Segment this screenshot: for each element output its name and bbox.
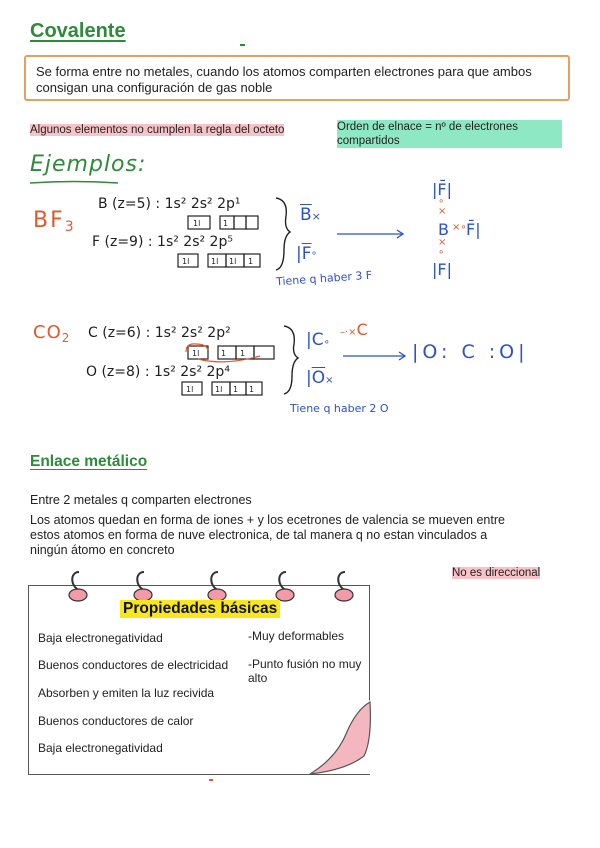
- binder-ring-4: [273, 570, 297, 604]
- co2-formula: [33, 322, 70, 345]
- bond-order-note: [337, 120, 562, 148]
- f-lewis: $|\overline{F}^\circ$: [296, 244, 317, 264]
- svg-text:1l: 1l: [215, 385, 223, 394]
- svg-text:1: 1: [249, 385, 255, 394]
- c-lewis-red-symbol: C: [356, 320, 368, 339]
- svg-text:1l: 1l: [211, 257, 219, 266]
- binder-ring-3: [205, 570, 229, 604]
- b-orbital-diagram: [186, 214, 266, 232]
- co2-note: Tiene q haber 2 O: [290, 402, 389, 415]
- bf3-formula-main: BF: [33, 208, 65, 233]
- b-lewis: $\overline{B}\times$: [300, 205, 321, 225]
- svg-text:1: 1: [221, 349, 227, 358]
- octet-note: [30, 123, 284, 137]
- metalico-heading: Enlace metálico: [30, 453, 148, 470]
- notepad-folded-corner: [306, 700, 372, 776]
- co2-brace: [280, 322, 302, 398]
- bf3-brace: [272, 194, 294, 274]
- f-config: F (z=9) : 1s² 2s² 2p⁵: [92, 234, 233, 250]
- lewis-bottom-f: |F|: [432, 260, 452, 279]
- bond-order-note-text: Orden de elnace = nº de electrones compartidos: [337, 121, 518, 147]
- o-orbital-diagram: [180, 380, 270, 398]
- lewis-dots-top: ∘ ×: [438, 196, 447, 217]
- svg-text:1: 1: [223, 219, 229, 228]
- svg-text:1: 1: [240, 349, 246, 358]
- lewis-center-b: B: [438, 220, 449, 239]
- properties-title: Propiedades básicas: [120, 600, 280, 618]
- property-left-3: Absorben y emiten la luz recivida: [38, 686, 215, 700]
- co2-formula-sub: 2: [61, 331, 71, 345]
- b-config: B (z=5) : 1s² 2s² 2p¹: [98, 196, 241, 212]
- lewis-right-f: F̄|: [466, 220, 481, 239]
- c-config: C (z=6) : 1s² 2s² 2p²: [88, 325, 231, 341]
- bf3-formula-sub: 3: [64, 219, 76, 235]
- bf3-arrow: [336, 228, 408, 240]
- metalico-line1: Entre 2 metales q comparten electrones: [30, 493, 252, 507]
- binder-ring-5: [332, 570, 356, 604]
- property-right-1: -Muy deformables: [248, 629, 345, 643]
- lewis-dots-bottom: × ∘: [438, 237, 447, 258]
- c-lewis-red: –·×C: [340, 320, 368, 339]
- property-left-2: Buenos conductores de electricidad: [38, 658, 229, 672]
- svg-text:1: 1: [248, 257, 254, 266]
- covalente-heading: Covalente: [30, 20, 126, 42]
- lewis-dots-right: ×∘: [452, 222, 467, 233]
- binder-ring-1: [66, 570, 90, 604]
- binder-ring-2: [131, 570, 155, 604]
- property-left-5: Baja electronegatividad: [38, 741, 163, 755]
- o-lewis-symbol: $\overline{O}$: [311, 368, 326, 388]
- svg-text:1l: 1l: [193, 219, 201, 228]
- c-lewis-symbol: C: [311, 330, 324, 350]
- svg-text:1l: 1l: [182, 257, 190, 266]
- co2-formula-main: CO: [33, 322, 62, 343]
- c-orbital-diagram: [184, 342, 280, 364]
- svg-text:1: 1: [233, 385, 239, 394]
- definition-text: Se forma entre no metales, cuando los atomos comparten electrones para que ambos consigan una configuración de gas noble: [36, 64, 532, 95]
- co2-arrow: [342, 350, 410, 362]
- bf3-lewis-structure: [428, 180, 488, 280]
- f-orbital-diagram: [176, 252, 266, 270]
- property-left-4: Buenos conductores de calor: [38, 714, 194, 728]
- c-lewis: |C∘: [306, 330, 330, 350]
- definition-box: [24, 55, 570, 101]
- direccional-note: [452, 566, 540, 580]
- property-left-1: Baja electronegatividad: [38, 631, 163, 645]
- svg-text:1l: 1l: [186, 385, 194, 394]
- octet-note-text: Algunos elementos no cumplen la regla del octeto: [30, 124, 285, 136]
- stray-mark: [240, 44, 245, 46]
- stray-dot: [209, 779, 213, 781]
- property-right-2: -Punto fusión no muy alto: [248, 657, 362, 685]
- f-lewis-symbol: $\overline{F}$: [301, 244, 312, 264]
- bf3-note: Tiene q haber 3 F: [275, 268, 373, 289]
- metalico-line2: Los atomos quedan en forma de iones + y los ecetrones de valencia se mueven entre estos atomos en forma de nuve electronica, de tal manera q no estan vinculados a ningún átomo en concreto: [30, 513, 505, 557]
- o-config: O (z=8) : 1s² 2s² 2p⁴: [86, 364, 230, 380]
- svg-text:1l: 1l: [192, 349, 200, 358]
- direccional-note-text: No es direccional: [452, 567, 541, 579]
- lewis-top-f: |F̄|: [432, 180, 452, 199]
- examples-heading: Ejemplos:: [30, 152, 147, 177]
- b-lewis-symbol: $\overline{B}$: [300, 205, 312, 225]
- svg-text:1l: 1l: [229, 257, 237, 266]
- co2-lewis-structure: |O: C :O|: [412, 341, 529, 363]
- o-lewis: $|\overline{O}\times$: [306, 368, 334, 388]
- examples-underline: [30, 180, 120, 186]
- bf3-formula: [33, 208, 76, 235]
